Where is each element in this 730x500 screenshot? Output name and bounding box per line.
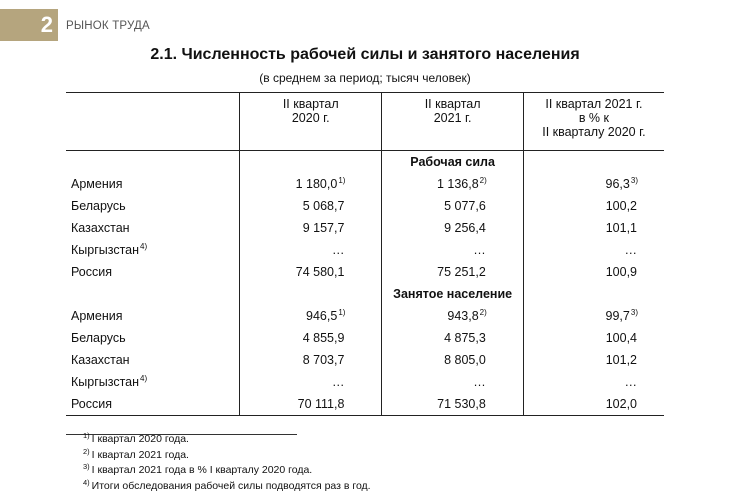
- value: …: [473, 375, 486, 389]
- country-name: [66, 217, 240, 239]
- value: 70 111,8: [297, 397, 345, 411]
- value-q2-2020: [240, 393, 382, 416]
- section-number-badge: 2: [0, 9, 58, 41]
- value-percent: [523, 217, 664, 239]
- value: 1 180,0: [295, 177, 338, 191]
- header-cell-q2-2021: [382, 93, 523, 151]
- country-name: [66, 393, 240, 416]
- value: 102,0: [605, 397, 637, 411]
- value: 9 157,7: [302, 221, 345, 235]
- country-label: Казахстан: [71, 221, 130, 235]
- country-label: Кыргызстан: [71, 243, 140, 257]
- country-name: [66, 261, 240, 283]
- table-row: [66, 327, 664, 349]
- value-q2-2021: [382, 327, 523, 349]
- value: 4 855,9: [302, 331, 345, 345]
- value: 9 256,4: [444, 221, 486, 235]
- header-cell-q2-2020: [240, 93, 382, 151]
- country-label: Армения: [71, 177, 123, 191]
- value-q2-2021: [382, 371, 523, 393]
- footnote-mark: 1): [338, 308, 346, 317]
- country-name: [66, 371, 240, 393]
- footnote-line: [82, 479, 371, 495]
- table-title: 2.1. Численность рабочей силы и занятого населения: [150, 46, 580, 63]
- value-q2-2020: [240, 239, 382, 261]
- value: 943,8: [447, 309, 479, 323]
- value-q2-2020: [240, 173, 382, 195]
- country-label: Беларусь: [71, 199, 126, 213]
- value-q2-2020: [240, 261, 382, 283]
- table-subtitle: (в среднем за период; тысяч человек): [259, 71, 471, 85]
- header-line: 2021 г.: [433, 111, 472, 125]
- table-header-row: [66, 93, 664, 151]
- country-label: Армения: [71, 309, 123, 323]
- value-q2-2021: [382, 239, 523, 261]
- section-spacer: [523, 283, 664, 305]
- country-label: Кыргызстан: [71, 375, 140, 389]
- value: 8 703,7: [302, 353, 345, 367]
- value-q2-2021: [382, 195, 523, 217]
- footnote-text: I квартал 2021 года в % I кварталу 2020 года.: [91, 464, 313, 476]
- value-q2-2021: [382, 349, 523, 371]
- country-label: Россия: [71, 397, 112, 411]
- country-name: [66, 195, 240, 217]
- footnote-mark: 3): [630, 308, 638, 317]
- value: 4 875,3: [444, 331, 486, 345]
- value-q2-2020: [240, 371, 382, 393]
- country-name: [66, 305, 240, 327]
- footnote-mark: 2): [83, 446, 90, 456]
- section-spacer: [66, 283, 240, 305]
- footnote-line: [82, 432, 371, 448]
- table-row: [66, 349, 664, 371]
- header-line: II кварталу 2020 г.: [542, 125, 646, 139]
- section-label: РЫНОК ТРУДА: [66, 20, 150, 32]
- footnote-mark: 1): [83, 431, 90, 440]
- value: 101,1: [605, 221, 637, 235]
- value: 101,2: [605, 353, 637, 367]
- table-row: [66, 173, 664, 195]
- header-cell-country: [66, 93, 240, 151]
- section-spacer: [523, 151, 664, 174]
- value: 71 530,8: [437, 397, 486, 411]
- value: 74 580,1: [295, 265, 345, 279]
- footnote-line: [82, 463, 371, 479]
- table-row: [66, 393, 664, 416]
- value: 8 805,0: [444, 353, 486, 367]
- section-title: Рабочая сила: [382, 151, 523, 174]
- section-spacer: [240, 283, 382, 305]
- value-q2-2021: [382, 305, 523, 327]
- value: 1 136,8: [436, 177, 479, 191]
- country-label: Беларусь: [71, 331, 126, 345]
- value: …: [624, 243, 637, 257]
- country-name: [66, 173, 240, 195]
- footnote-mark: 3): [83, 462, 90, 471]
- header-cell-percent: [523, 93, 664, 151]
- footnote-text: I квартал 2020 года.: [91, 433, 189, 445]
- section-row: [66, 283, 664, 305]
- table-row: [66, 261, 664, 283]
- value-q2-2020: [240, 305, 382, 327]
- country-label: Казахстан: [71, 353, 130, 367]
- value-percent: [523, 305, 664, 327]
- footnote-mark: 1): [338, 176, 346, 185]
- value: 946,5: [306, 309, 338, 323]
- section-title: Занятое население: [382, 283, 523, 305]
- section-spacer: [66, 151, 240, 174]
- country-name: [66, 327, 240, 349]
- value-percent: [523, 261, 664, 283]
- section-spacer: [240, 151, 382, 174]
- value-percent: [523, 349, 664, 371]
- footnote-mark: 4): [140, 374, 148, 383]
- value-q2-2021: [382, 173, 523, 195]
- value-q2-2021: [382, 261, 523, 283]
- footnotes: [82, 432, 371, 494]
- table-row: [66, 239, 664, 261]
- footnote-line: [82, 448, 371, 464]
- value: …: [473, 243, 486, 257]
- value: …: [331, 375, 345, 389]
- country-name: [66, 239, 240, 261]
- value: 5 068,7: [302, 199, 345, 213]
- value: 99,7: [605, 309, 630, 323]
- value: …: [624, 375, 637, 389]
- table-row: [66, 195, 664, 217]
- value-q2-2020: [240, 327, 382, 349]
- footnote-mark: 2): [479, 176, 487, 185]
- country-name: [66, 349, 240, 371]
- value-percent: [523, 239, 664, 261]
- value: …: [331, 243, 345, 257]
- value: 96,3: [605, 177, 630, 191]
- footnote-text: Итоги обследования рабочей силы подводятся раз в год.: [91, 479, 371, 492]
- value: 5 077,6: [444, 199, 486, 213]
- value-percent: [523, 327, 664, 349]
- footnote-text: I квартал 2021 года.: [91, 448, 189, 461]
- value: 75 251,2: [437, 265, 486, 279]
- data-table: [66, 92, 664, 416]
- value-percent: [523, 173, 664, 195]
- header-line: в % к: [578, 111, 609, 125]
- value-q2-2021: [382, 217, 523, 239]
- value: 100,4: [605, 331, 637, 345]
- footnote-mark: 4): [140, 242, 148, 251]
- country-label: Россия: [71, 265, 112, 279]
- table-row: [66, 371, 664, 393]
- header-line: II квартал: [282, 97, 339, 111]
- value-q2-2020: [240, 195, 382, 217]
- value-percent: [523, 195, 664, 217]
- table-row: [66, 305, 664, 327]
- footnote-mark: 2): [479, 308, 487, 317]
- footnote-mark: 3): [630, 176, 638, 185]
- value-q2-2020: [240, 349, 382, 371]
- header-line: 2020 г.: [291, 111, 330, 125]
- table-row: [66, 217, 664, 239]
- value-percent: [523, 393, 664, 416]
- footnote-mark: 4): [83, 477, 90, 487]
- value: 100,9: [605, 265, 637, 279]
- section-row: [66, 151, 664, 174]
- value-q2-2021: [382, 393, 523, 416]
- value: 100,2: [605, 199, 637, 213]
- value-q2-2020: [240, 217, 382, 239]
- value-percent: [523, 371, 664, 393]
- header-line: II квартал 2021 г.: [545, 97, 643, 111]
- header-line: II квартал: [424, 97, 481, 111]
